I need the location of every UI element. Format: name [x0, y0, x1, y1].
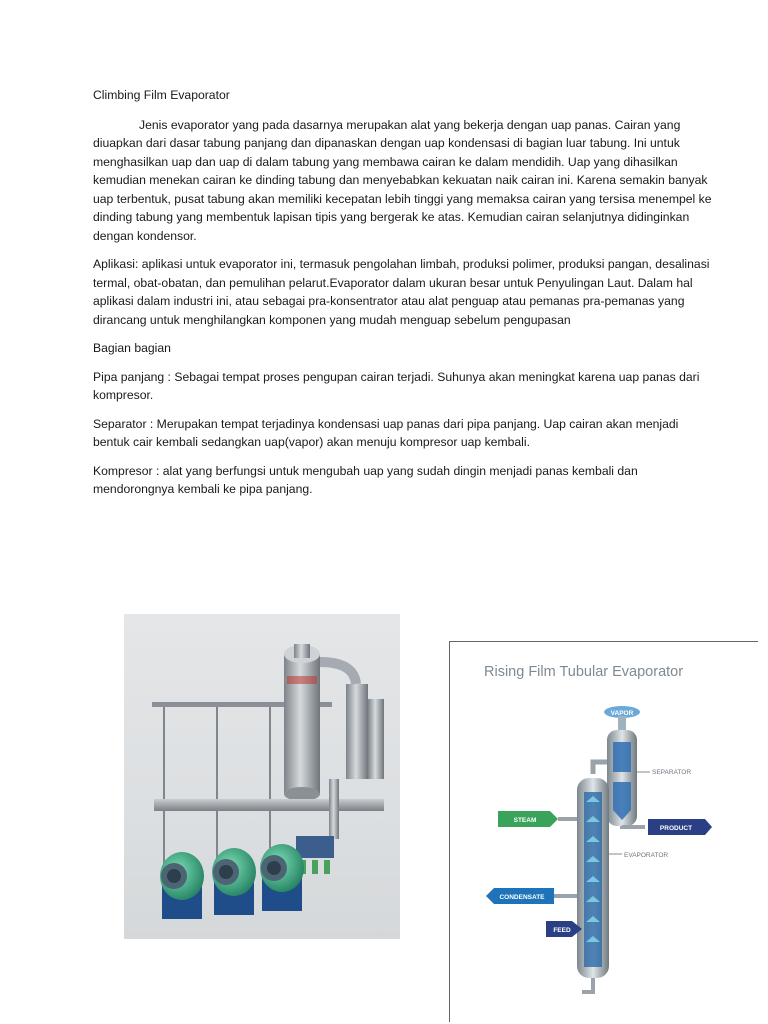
evaporator-label: EVAPORATOR: [624, 852, 669, 859]
bagian-heading: Bagian bagian: [93, 341, 171, 355]
steam-label: STEAM: [513, 817, 537, 824]
evaporator-3d-illustration: [124, 614, 400, 939]
diagram-title: Rising Film Tubular Evaporator: [484, 664, 684, 680]
document-body: [93, 86, 713, 509]
intro-paragraph: Jenis evaporator yang pada dasarnya merupakan alat yang bekerja dengan uap panas. Cairan yang diuapkan dari dasar tabung panjang dan dipanaskan dengan uap kondensasi di bagian luar tabung. Ini untuk menghasilkan uap dan uap di dalam tabung yang membawa cairan ke dalam mendidih. Uap yang dihasilkan kemudian menekan cairan ke dinding tabung dan menyebabkan kekuatan naik cairan ini. Karena semakin banyak uap terbentuk, pusat tabung akan memiliki kecepatan lebih tinggi yang memaksa cairan yang tersisa menempel ke dinding tabung yang membentuk lapisan tipis yang bergerak ke atas. Kemudian cairan selanjutnya didinginkan dengan kondensor.: [93, 117, 712, 243]
kompresor-paragraph: Kompresor : alat yang berfungsi untuk mengubah uap yang sudah dingin menjadi panas kembali dan mendorongnya kembali ke pipa panjang.: [93, 463, 638, 496]
condensate-label: CONDENSATE: [499, 894, 545, 901]
evaporator-3d-image: [124, 614, 400, 939]
aplikasi-paragraph: Aplikasi: aplikasi untuk evaporator ini, termasuk pengolahan limbah, produksi polimer, produksi pangan, desalinasi termal, obat-obatan, dan pemulihan pelarut.Evaporator dalam ukuran besar untuk Penyulingan Laut. Dalam hal aplikasi dalam industri ini, atau sebagai pra-konsentrator atau alat penguap atau pemanas pra-pemanas yang dirancang untuk menghilangkan komponen yang mudah menguap sebelum pengupasan: [93, 257, 710, 327]
feed-label: FEED: [553, 927, 571, 934]
product-label: PRODUCT: [659, 825, 693, 832]
separator-label: SEPARATOR: [652, 769, 692, 776]
rising-film-diagram: [449, 641, 758, 1022]
vapor-label: VAPOR: [610, 710, 634, 717]
separator-paragraph: Separator : Merupakan tempat terjadinya kondensasi uap panas dari pipa panjang. Uap cairan akan menjadi bentuk cair kembali sedangkan uap(vapor) akan menuju kompresor uap kembali.: [93, 416, 679, 449]
document-title: Climbing Film Evaporator: [93, 88, 230, 102]
pipa-paragraph: Pipa panjang : Sebagai tempat proses pengupan cairan terjadi. Suhunya akan meningkat karena uap panas dari kompresor.: [93, 369, 700, 402]
diagram-drawing: [450, 642, 758, 1022]
